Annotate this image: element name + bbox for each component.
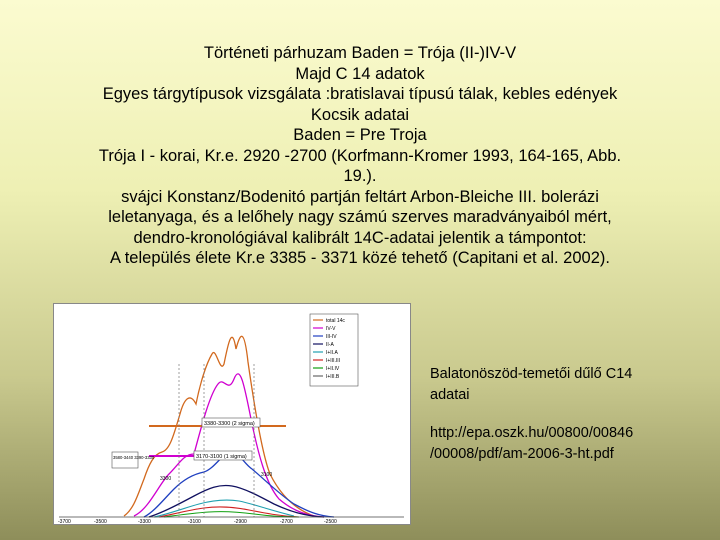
- text-line: Trója I - korai, Kr.e. 2920 -2700 (Korfmann-Kromer 1993, 164-165, Abb.: [98, 146, 622, 165]
- left-note: 3580-3440 3390-3330: [113, 455, 155, 460]
- text-line: leletanyaga, és a lelőhely nagy számú szerves maradványaiból mért,: [108, 208, 612, 226]
- small-label-a: 3300: [160, 476, 172, 482]
- label-upper: 3380-3300 (2 sigma): [204, 421, 255, 427]
- legend-entry: II-A: [326, 342, 334, 348]
- x-tick-label: -3300: [138, 519, 151, 524]
- x-tick-label: -3500: [94, 519, 107, 524]
- text-line: Majd C 14 adatok: [295, 64, 425, 83]
- legend-entry: III-IV: [326, 334, 337, 340]
- legend-entry: I+III.B: [326, 374, 340, 380]
- x-tick-labels: [58, 519, 337, 524]
- x-tick-label: -2500: [324, 519, 337, 524]
- text-line: A település élete Kr.e 3385 - 3371 közé tehető (Capitani et al. 2002).: [110, 249, 610, 267]
- source-url-line[interactable]: /00008/pdf/am-2006-3-ht.pdf: [430, 446, 614, 462]
- c14-calibration-figure: [53, 303, 411, 525]
- label-lower: 3170-3100 (1 sigma): [196, 454, 247, 460]
- figure-svg: [54, 304, 410, 524]
- x-tick-label: -2700: [280, 519, 293, 524]
- small-label-b: 3100: [261, 472, 273, 478]
- text-line: 19.).: [343, 167, 377, 185]
- x-tick-label: -3700: [58, 519, 71, 524]
- legend: [310, 314, 358, 386]
- main-text-block: [40, 43, 680, 269]
- text-line: Kocsik adatai: [310, 105, 410, 124]
- curve-magenta: [134, 374, 324, 517]
- text-line: Történeti párhuzam Baden = Trója (II-)IV-V: [203, 44, 517, 62]
- side-caption: [430, 364, 700, 465]
- text-line: Baden = Pre Troja: [293, 126, 427, 144]
- caption-title-line: Balatonöszöd-temetői dűlő C14: [430, 366, 633, 382]
- text-line: svájci Konstanz/Bodenitó partján feltárt Arbon-Bleiche III. bolerázi: [121, 187, 599, 206]
- x-tick-label: -2900: [234, 519, 247, 524]
- legend-entry: IV-V: [326, 326, 336, 332]
- x-tick-label: -3100: [188, 519, 201, 524]
- text-line: Egyes tárgytípusok vizsgálata :bratislavai típusú tálak, kebles edények: [102, 85, 618, 103]
- legend-entry: I+II.IV: [326, 366, 340, 372]
- legend-entry: total 14c: [326, 318, 345, 324]
- source-url-line[interactable]: http://epa.oszk.hu/00800/00846: [430, 425, 634, 441]
- text-line: dendro-kronológiával kalibrált 14C-adatai jelentik a támpontot:: [133, 228, 587, 247]
- caption-title-line: adatai: [430, 387, 470, 403]
- legend-entry: I+II.A: [326, 350, 338, 356]
- legend-entry: I+III.III: [326, 358, 341, 364]
